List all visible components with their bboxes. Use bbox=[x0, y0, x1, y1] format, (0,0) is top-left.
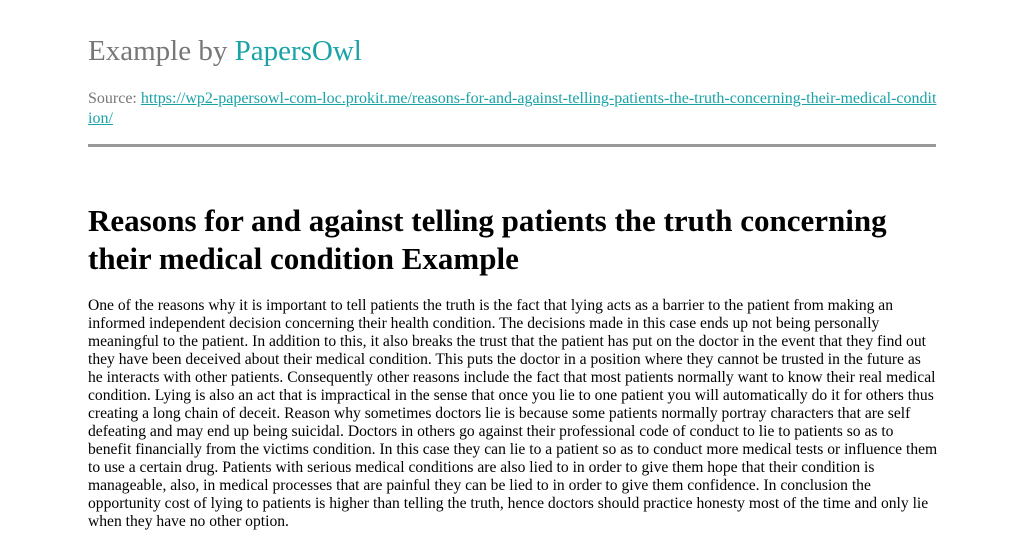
source-line bbox=[88, 89, 938, 129]
page-header bbox=[88, 33, 936, 69]
brand-name: PapersOwl bbox=[234, 35, 362, 67]
source-link[interactable]: https://wp2-papersowl-com-loc.prokit.me/reasons-for-and-against-telling-patients-the-truth-concerning-their-medical-condition/ bbox=[88, 90, 937, 127]
source-label: Source: bbox=[88, 90, 137, 107]
brand-prefix: Example by bbox=[88, 35, 228, 67]
header-divider bbox=[88, 144, 936, 147]
brand-line bbox=[88, 33, 936, 69]
article-title: Reasons for and against telling patients the truth concerning their medical condition Example bbox=[88, 203, 887, 276]
article-body: One of the reasons why it is important to tell patients the truth is the fact that lying acts as a barrier to the patient from making an informed independent decision concerning their health condition. The decisions made in this case ends up not being personally meaningful to the patient. In addition to this, it also breaks the trust that the patient has put on the doctor in the event that they find out they have been deceived about their medical condition. This puts the doctor in a position where they cannot be trusted in the future as he interacts with other patients. Consequently other reasons include the fact that most patients normally want to know their real medical condition. Lying is also an act that is impractical in the sense that once you lie to one patient you will automatically do it for others thus creating a long chain of deceit. Reason why sometimes doctors lie is because some patients normally portray characters that are self defeating and may end up being suicidal. Doctors in others go against their professional code of conduct to lie to patients so as to benefit financially from the victims condition. In this case they can lie to a patient so as to conduct more medical tests or influence them to use a certain drug. Patients with serious medical conditions are also lied to in order to give them hope that their condition is manageable, also, in medical processes that are painful they can be lied to in order to give them confidence. In conclusion the opportunity cost of lying to patients is higher than telling the truth, hence doctors should practice honesty most of the time and only lie when they have no other option. bbox=[88, 297, 938, 530]
